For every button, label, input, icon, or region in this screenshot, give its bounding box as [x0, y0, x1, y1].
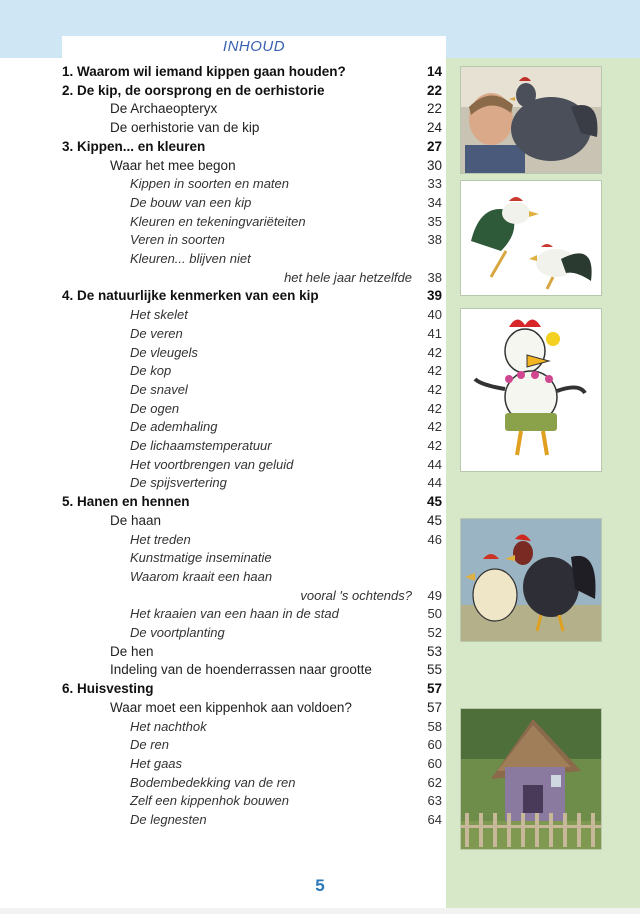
- toc-chapter-row: [62, 82, 442, 100]
- toc-entry-title: De kop: [130, 363, 172, 379]
- toc-entry-page: 60: [427, 737, 442, 753]
- toc-entry-row: [130, 231, 442, 249]
- toc-entry-title: Veren in soorten: [130, 232, 225, 248]
- toc-entry-page: 57: [426, 681, 442, 697]
- toc-entry-page: 42: [427, 381, 442, 397]
- toc-entry-row: [130, 474, 442, 492]
- toc-entry-title: De spijsvertering: [130, 475, 227, 491]
- toc-entry-title: Waar moet een kippenhok aan voldoen?: [110, 699, 352, 715]
- toc-entry-row: [130, 811, 442, 829]
- toc-entry-page: 22: [426, 101, 442, 117]
- toc-title: INHOUD: [222, 38, 286, 55]
- toc-entry-page: 27: [426, 138, 442, 154]
- toc-entry-title: Het nachthok: [130, 718, 207, 734]
- toc-entry-title: het hele jaar hetzelfde: [284, 269, 412, 285]
- toc-entry-page: 42: [427, 438, 442, 453]
- toc-entry-page: 55: [426, 662, 442, 678]
- toc-entry-row: [130, 755, 442, 773]
- toc-entry-page: 40: [427, 307, 442, 323]
- toc-entry-page: 41: [427, 325, 442, 341]
- toc-entry-title: Kleuren... blijven niet: [130, 251, 251, 266]
- toc-entry-page: 52: [427, 625, 442, 640]
- toc-entry-title: De legnesten: [130, 812, 207, 827]
- toc-entry-page: 49: [427, 587, 442, 603]
- toc-entry-row: [130, 718, 442, 736]
- toc-entry-title: De hen: [110, 643, 154, 659]
- toc-entry-title: vooral 's ochtends?: [300, 587, 412, 603]
- toc-entry-page: 44: [427, 456, 442, 472]
- toc-entry-page: 38: [427, 269, 442, 285]
- page-number: 5: [315, 876, 325, 895]
- toc-entry-row: [130, 306, 442, 324]
- toc-entry-row: [130, 736, 442, 754]
- toc-chapter-row: [62, 680, 442, 698]
- toc-entry-row: [110, 512, 442, 530]
- toc-entry-row: [130, 381, 442, 399]
- toc-entry-title: De bouw van een kip: [130, 194, 252, 210]
- toc-entry-page: 30: [426, 157, 442, 173]
- toc-entry-title: Zelf een kippenhok bouwen: [130, 793, 290, 809]
- toc-entry-row: [256, 587, 442, 605]
- toc-entry-title: Het voortbrengen van geluid: [130, 456, 294, 472]
- toc-entry-row: [256, 269, 442, 287]
- toc-entry-title: Waarom kraait een haan: [130, 568, 273, 584]
- toc-entry-title: De ren: [130, 737, 170, 753]
- toc-entry-title: Bodembedekking van de ren: [130, 774, 296, 790]
- toc-entry-title: De veren: [130, 325, 183, 341]
- toc-entry-title: De ogen: [130, 400, 180, 416]
- toc-entry-row: [130, 437, 442, 455]
- toc-entry-page: 38: [427, 232, 442, 248]
- toc-entry-page: 35: [427, 213, 442, 229]
- toc-entry-page: 39: [426, 288, 442, 304]
- toc-entry-page: 60: [427, 755, 442, 771]
- toc-entry-row: [130, 456, 442, 474]
- toc-entry-page: 42: [427, 419, 442, 435]
- toc-entry-page: 14: [426, 64, 442, 79]
- toc-entry-row: [130, 418, 442, 436]
- toc-entry-page: 64: [427, 812, 442, 827]
- toc-entry-title: De haan: [110, 512, 162, 528]
- toc-entry-page: 42: [427, 363, 442, 379]
- rooster-and-hen-illustration: [460, 518, 602, 642]
- toc-entry-title: Kippen in soorten en maten: [130, 176, 289, 192]
- toc-entry-row: [130, 213, 442, 231]
- toc-entry-title: De lichaamstemperatuur: [130, 438, 272, 453]
- toc-chapter-row: [62, 287, 442, 305]
- chicken-coop-photo: [460, 708, 602, 850]
- toc-entry-page: 62: [427, 774, 442, 790]
- toc-entry-row: [130, 194, 442, 212]
- toc-entry-title: Waar het mee begon: [110, 157, 236, 173]
- toc-entry-row: [130, 250, 442, 268]
- hula-chicken-cartoon: [460, 308, 602, 472]
- toc-entry-row: [130, 774, 442, 792]
- toc-entry-row: [130, 325, 442, 343]
- toc-entry-page: 44: [427, 475, 442, 491]
- toc-entry-title: De Archaeopteryx: [110, 101, 218, 117]
- toc-entry-title: Het treden: [130, 531, 191, 547]
- toc-entry-page: 50: [427, 606, 442, 622]
- toc-entry-page: 42: [427, 400, 442, 416]
- toc-entry-row: [110, 661, 442, 679]
- toc-entry-title: Het gaas: [130, 755, 183, 771]
- toc-entry-title: Het kraaien van een haan in de stad: [130, 606, 339, 622]
- toc-entry-title: De voortplanting: [130, 625, 225, 640]
- toc-entry-title: Het skelet: [130, 307, 188, 323]
- toc-entry-row: [130, 568, 442, 586]
- toc-entry-row: [130, 531, 442, 549]
- toc-entry-row: [110, 157, 442, 175]
- toc-chapter-row: [62, 138, 442, 156]
- toc-entry-page: 42: [427, 344, 442, 360]
- toc-entry-title: De snavel: [130, 381, 188, 397]
- toc-entry-title: 5. Hanen en hennen: [62, 494, 190, 510]
- toc-entry-row: [110, 119, 442, 137]
- toc-entry-row: [130, 605, 442, 623]
- toc-entry-row: [130, 362, 442, 380]
- toc-entry-row: [130, 792, 442, 810]
- toc-entry-title: 6. Huisvesting: [62, 681, 154, 697]
- toc-entry-page: 33: [427, 176, 442, 192]
- toc-entry-title: Kunstmatige inseminatie: [130, 550, 272, 566]
- toc-entry-title: De ademhaling: [130, 419, 218, 435]
- toc-entry-row: [130, 624, 442, 642]
- toc-entry-page: 45: [426, 512, 442, 528]
- toc-entry-page: 24: [426, 120, 442, 136]
- boy-with-hen-photo: [460, 66, 602, 174]
- toc-chapter-row: [62, 493, 442, 511]
- toc-entry-row: [130, 549, 442, 567]
- toc-chapter-row: [62, 63, 442, 81]
- toc-entry-page: 22: [426, 82, 442, 98]
- toc-entry-row: [110, 100, 442, 118]
- toc-entry-page: 57: [426, 699, 442, 715]
- toc-entry-page: 45: [426, 494, 442, 510]
- toc-entry-row: [130, 400, 442, 418]
- toc-entry-row: [130, 175, 442, 193]
- toc-entry-title: De oerhistorie van de kip: [110, 120, 260, 136]
- toc-entry-row: [130, 344, 442, 362]
- toc-entry-row: [110, 643, 442, 661]
- toc-entry-title: 4. De natuurlijke kenmerken van een kip: [62, 288, 319, 304]
- toc-entry-page: 46: [427, 531, 442, 547]
- toc-entry-title: Indeling van de hoenderrassen naar grootte: [110, 662, 372, 678]
- toc-entry-title: 3. Kippen... en kleuren: [62, 138, 206, 154]
- toc-entry-page: 53: [426, 643, 442, 659]
- toc-entry-title: Kleuren en tekeningvariëteiten: [130, 213, 306, 229]
- toc-entry-page: 63: [427, 793, 442, 809]
- toc-entry-title: 2. De kip, de oorsprong en de oerhistorie: [62, 82, 325, 98]
- toc-entry-page: 34: [427, 194, 442, 210]
- toc-entry-row: [110, 699, 442, 717]
- toc-entry-title: 1. Waarom wil iemand kippen gaan houden?: [62, 64, 346, 79]
- toc-entry-title: De vleugels: [130, 344, 198, 360]
- toc-entry-page: 58: [427, 718, 442, 734]
- roosters-illustration: [460, 180, 602, 296]
